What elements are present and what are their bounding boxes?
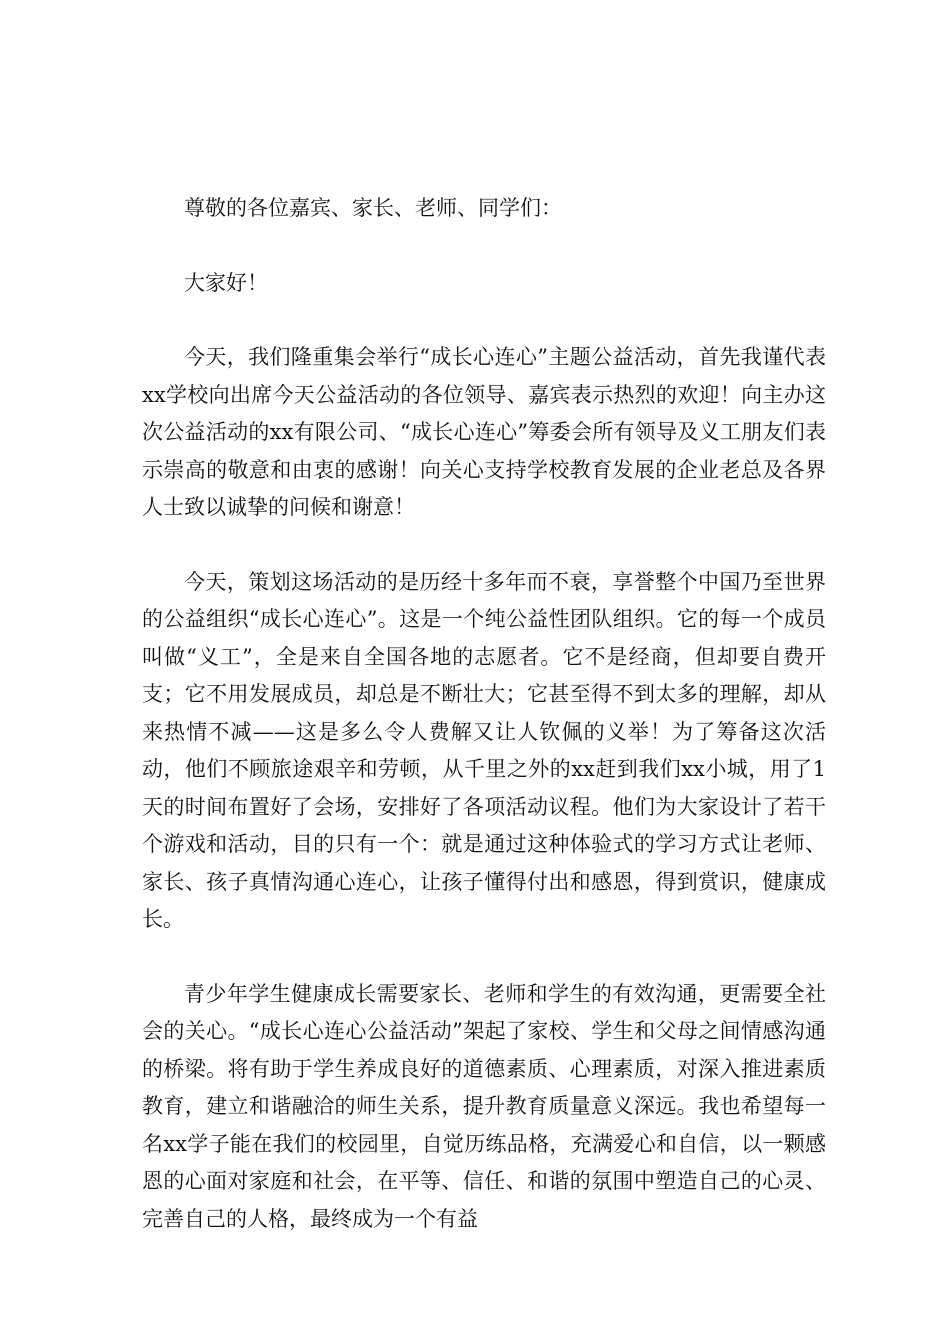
document-body [142,190,826,1275]
greeting: 大家好！ [184,270,268,295]
paragraph-welcome: 今天，我们隆重集会举行“成长心连心”主题公益活动，首先我谨代表xx学校向出席今天公益活动的各位领导、嘉宾表示热烈的欢迎！向主办这次公益活动的xx有限公司、“成长心连心”筹委会所有领导及义工朋友们表示崇高的敬意和由衷的感谢！向关心支持学校教育发展的企业老总及各界人士致以诚挚的问候和谢意！ [142,345,826,519]
salutation: 尊敬的各位嘉宾、家长、老师、同学们： [184,196,562,220]
paragraph-growth: 青少年学生健康成长需要家长、老师和学生的有效沟通，更需要全社会的关心。“成长心连心公益活动”架起了家校、学生和父母之间情感沟通的桥梁。将有助于学生养成良好的道德素质、心理素质，对深入推进素质教育，建立和谐融洽的师生关系，提升教育质量意义深远。我也希望每一名xx学子能在我们的校园里，自觉历练品格，充满爱心和自信，以一颗感恩的心面对家庭和社会，在平等、信任、和谐的氛围中塑造自己的心灵、完善自己的人格，最终成为一个有益 [142,981,826,1231]
paragraph-organization: 今天，策划这场活动的是历经十多年而不衰，享誉整个中国乃至世界的公益组织“成长心连心”。这是一个纯公益性团队组织。它的每一个成员叫做“义工”，全是来自全国各地的志愿者。它不是经商，但却要自费开支；它不用发展成员，却总是不断壮大；它甚至得不到太多的理解，却从来热情不减——这是多么令人费解又让人钦佩的义举！为了筹备这次活动，他们不顾旅途艰辛和劳顿，从千里之外的xx赶到我们xx小城，用了1天的时间布置好了会场，安排好了各项活动议程。他们为大家设计了若干个游戏和活动，目的只有一个：就是通过这种体验式的学习方式让老师、家长、孩子真情沟通心连心，让孩子懂得付出和感恩，得到赏识，健康成长。 [142,569,826,931]
